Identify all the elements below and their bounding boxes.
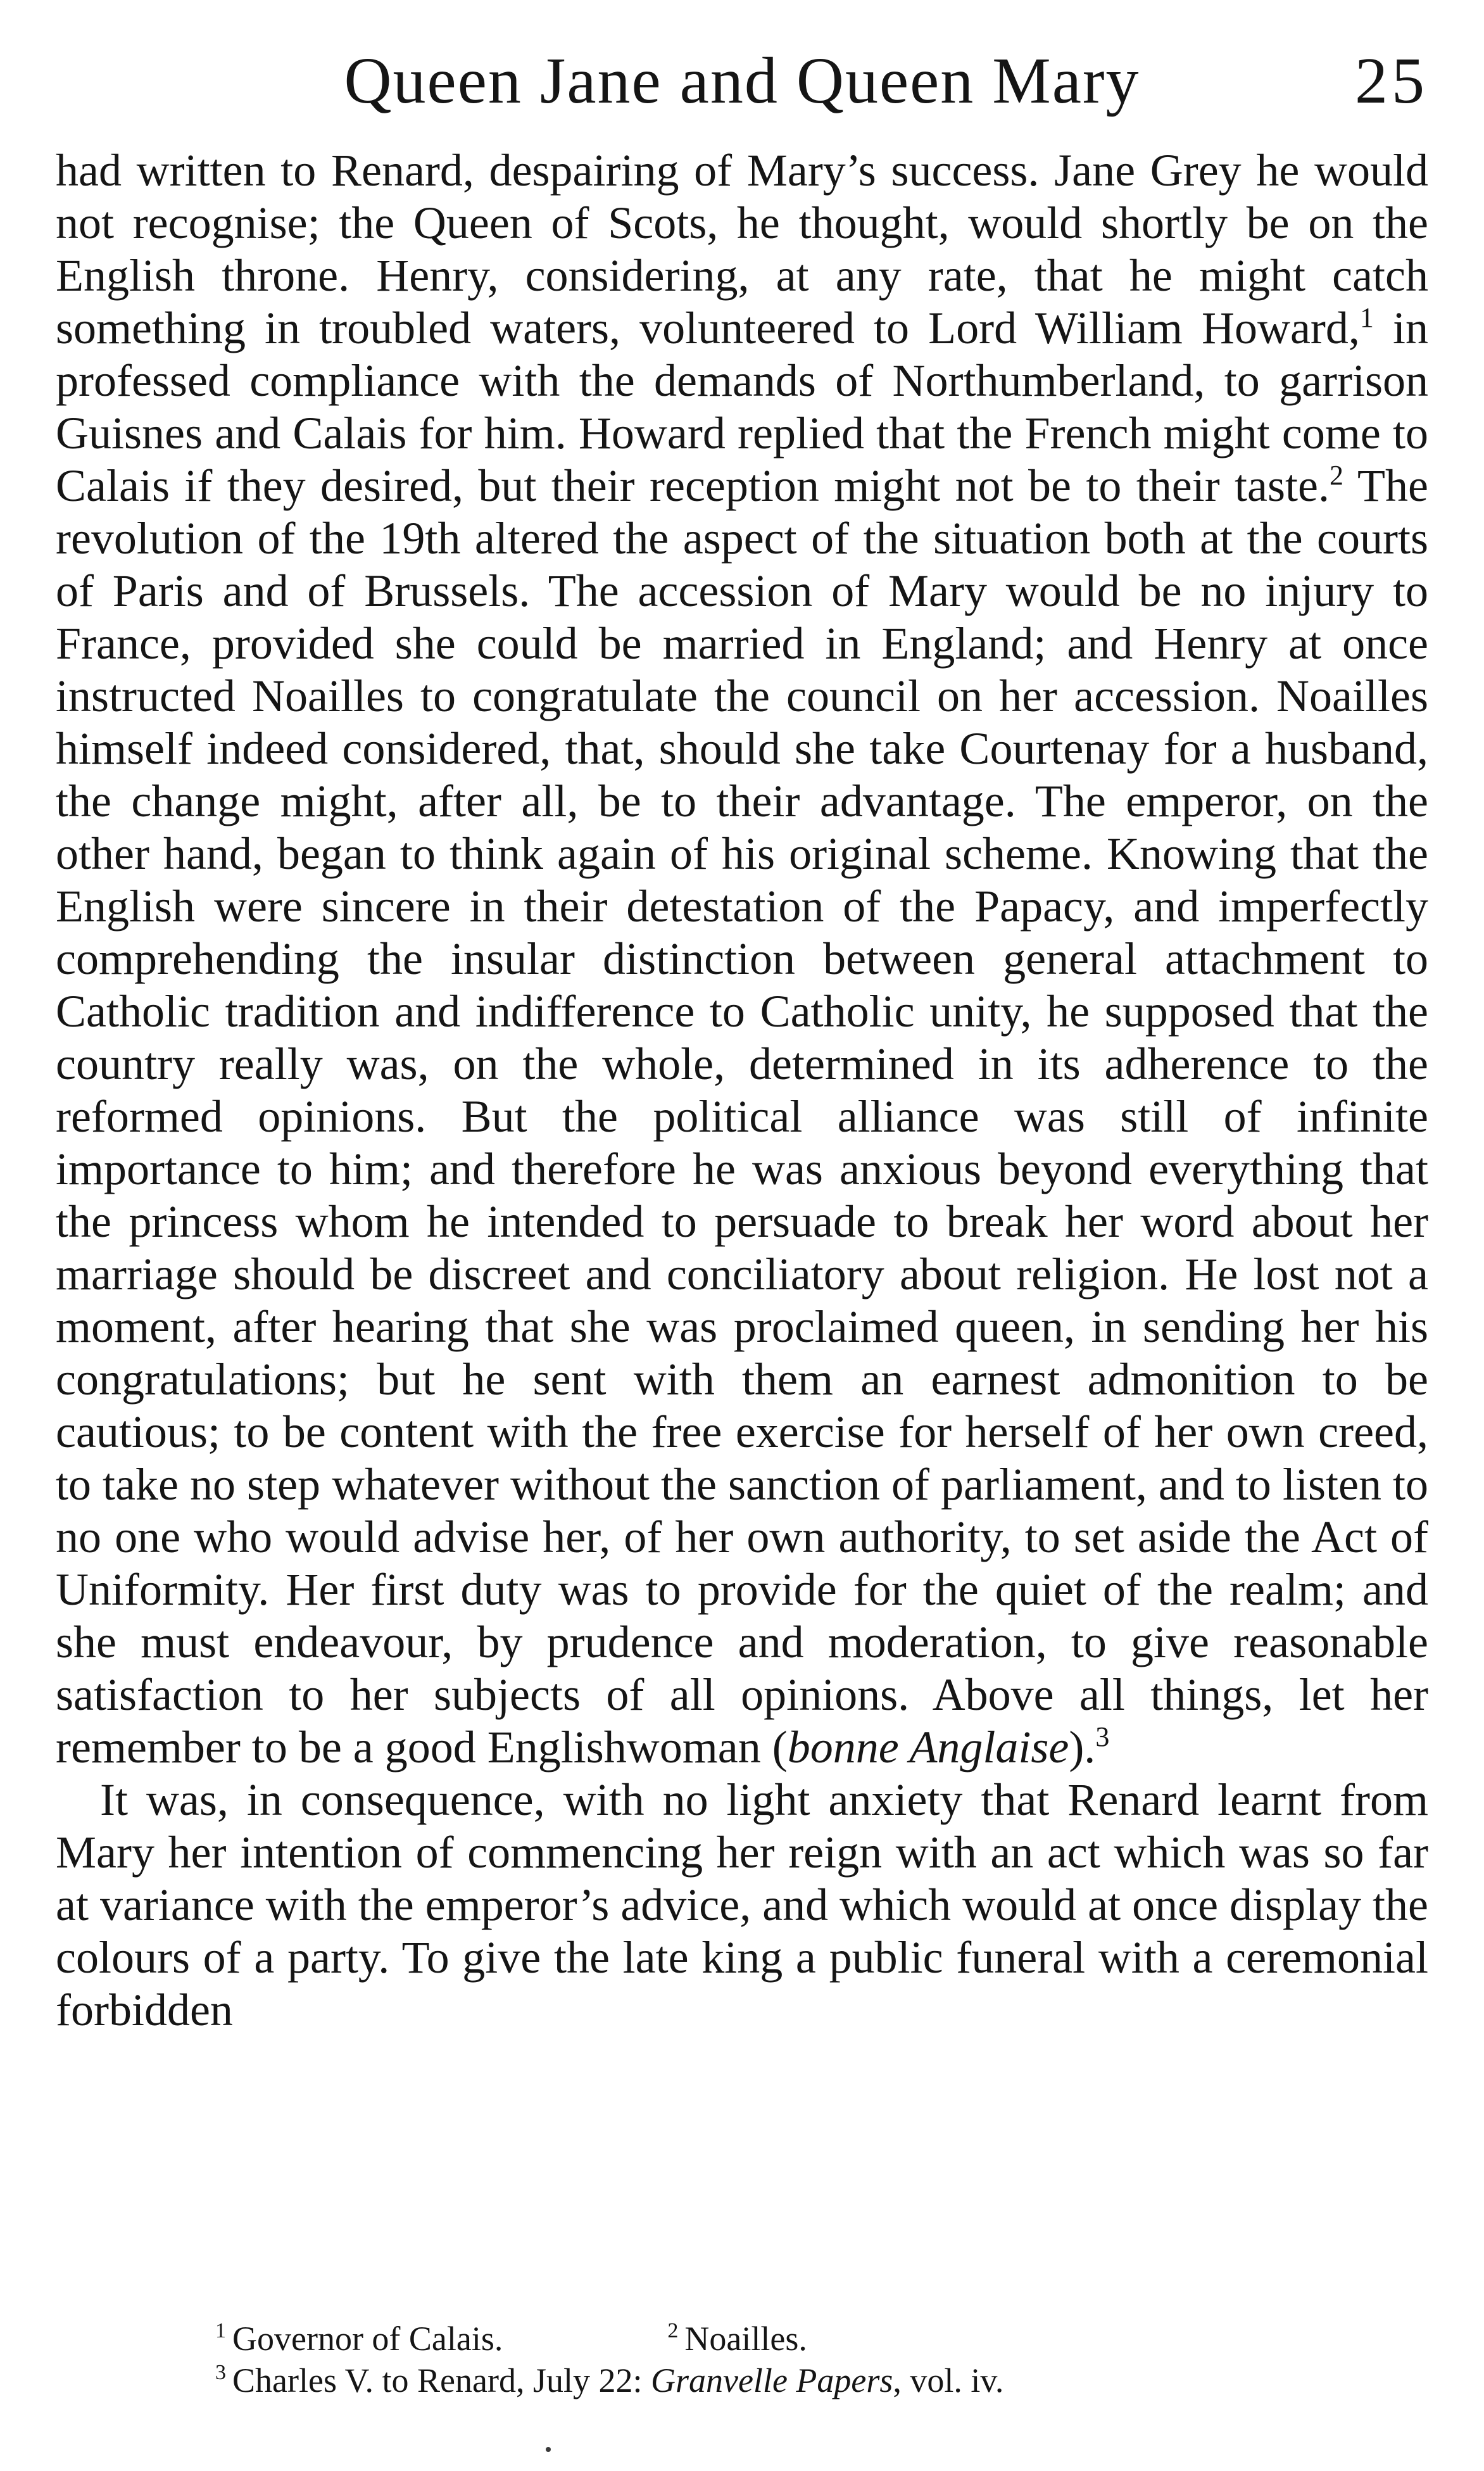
running-title: Queen Jane and Queen Mary	[344, 44, 1140, 117]
running-head	[56, 43, 1428, 119]
paragraph-1-text-c: The revolution of the 19th altered the aspect of the situation both at the courts of Paris and of Brussels. The accession of Mary would be no injury to France, provided she could be married in England; and Henry at once instructed Noailles to congratulate the council on her accession. Noailles himself indeed considered, that, should she take Courtenay for a husband, the change might, after all, be to their advantage. The emperor, on the other hand, began to think again of his original scheme. Knowing that the English were sincere in their detestation of the Papacy, and imperfectly comprehending the insular distinction between general attachment to Catholic tradition and indifference to Catholic unity, he supposed that the country really was, on the whole, determined in its adherence to the reformed opinions. But the political alliance was still of infinite importance to him; and therefore he was anxious beyond everything that the princess whom he intended to persuade to break her word about her marriage should be discreet and conciliatory about religion. He lost not a moment, after hearing that she was proclaimed queen, in sending her his congratulations; but he sent with them an earnest admonition to be cautious; to be content with the free exercise for herself of her own creed, to take no step whatever without the sanction of parliament, and to listen to no one who would advise her, of her own authority, to set aside the Act of Uniformity. Her first duty was to provide for the quiet of the realm; and she must endeavour, by prudence and moderation, to give reasonable satisfaction to her subjects of all opinions. Above all things, let her remember to be a good Englishwoman (	[56, 460, 1428, 1773]
footnote-3-tail: , vol. iv.	[893, 2361, 1004, 2399]
printer-mark-dot	[546, 2447, 551, 2452]
paragraph-1-italic-phrase: bonne Anglaise	[787, 1722, 1069, 1773]
paragraph-1-text-a: had written to Renard, despairing of Mary’s success. Jane Grey he would not recognise; the Queen of Scots, he thought, would shortly be on the English throne. Henry, considering, at any rate, that he might catch something in troubled waters, volunteered to Lord William Howard,	[56, 145, 1428, 353]
footnote-row-2	[215, 2360, 1355, 2401]
body-text	[56, 144, 1428, 2037]
page-number: 25	[1355, 44, 1428, 117]
footnote-3	[215, 2360, 1003, 2401]
footnote-ref-3: 3	[1095, 1721, 1110, 1752]
paragraph-1	[56, 144, 1428, 1774]
footnote-1-mark: 1	[215, 2319, 226, 2342]
footnote-2-text: Noailles.	[684, 2320, 807, 2358]
footnote-3-text: Charles V. to Renard, July 22:	[232, 2361, 651, 2399]
footnote-ref-2: 2	[1329, 460, 1343, 491]
footnote-2	[667, 2318, 807, 2360]
footnote-ref-1: 1	[1359, 302, 1374, 333]
footnote-2-mark: 2	[667, 2319, 679, 2342]
footnote-row-1	[215, 2318, 1355, 2360]
paragraph-1-text-b: in professed compliance with the demands of Northumberland, to garrison Guisnes and Calais for him. Howard replied that the French might come to Calais if they desired, but their reception might not be to their taste.	[56, 303, 1428, 511]
footnotes	[215, 2318, 1355, 2401]
paragraph-2: It was, in consequence, with no light anxiety that Renard learnt from Mary her intention of commencing her reign with an act which was so far at variance with the emperor’s advice, and which would at once display the colours of a party. To give the late king a public funeral with a ceremonial forbidden	[56, 1774, 1428, 2035]
footnote-1-text: Governor of Calais.	[232, 2320, 503, 2358]
footnote-3-mark: 3	[215, 2361, 226, 2384]
footnote-3-italic-title: Granvelle Papers	[650, 2361, 893, 2399]
footnote-1	[215, 2318, 503, 2360]
paragraph-1-text-d: ).	[1069, 1722, 1096, 1773]
